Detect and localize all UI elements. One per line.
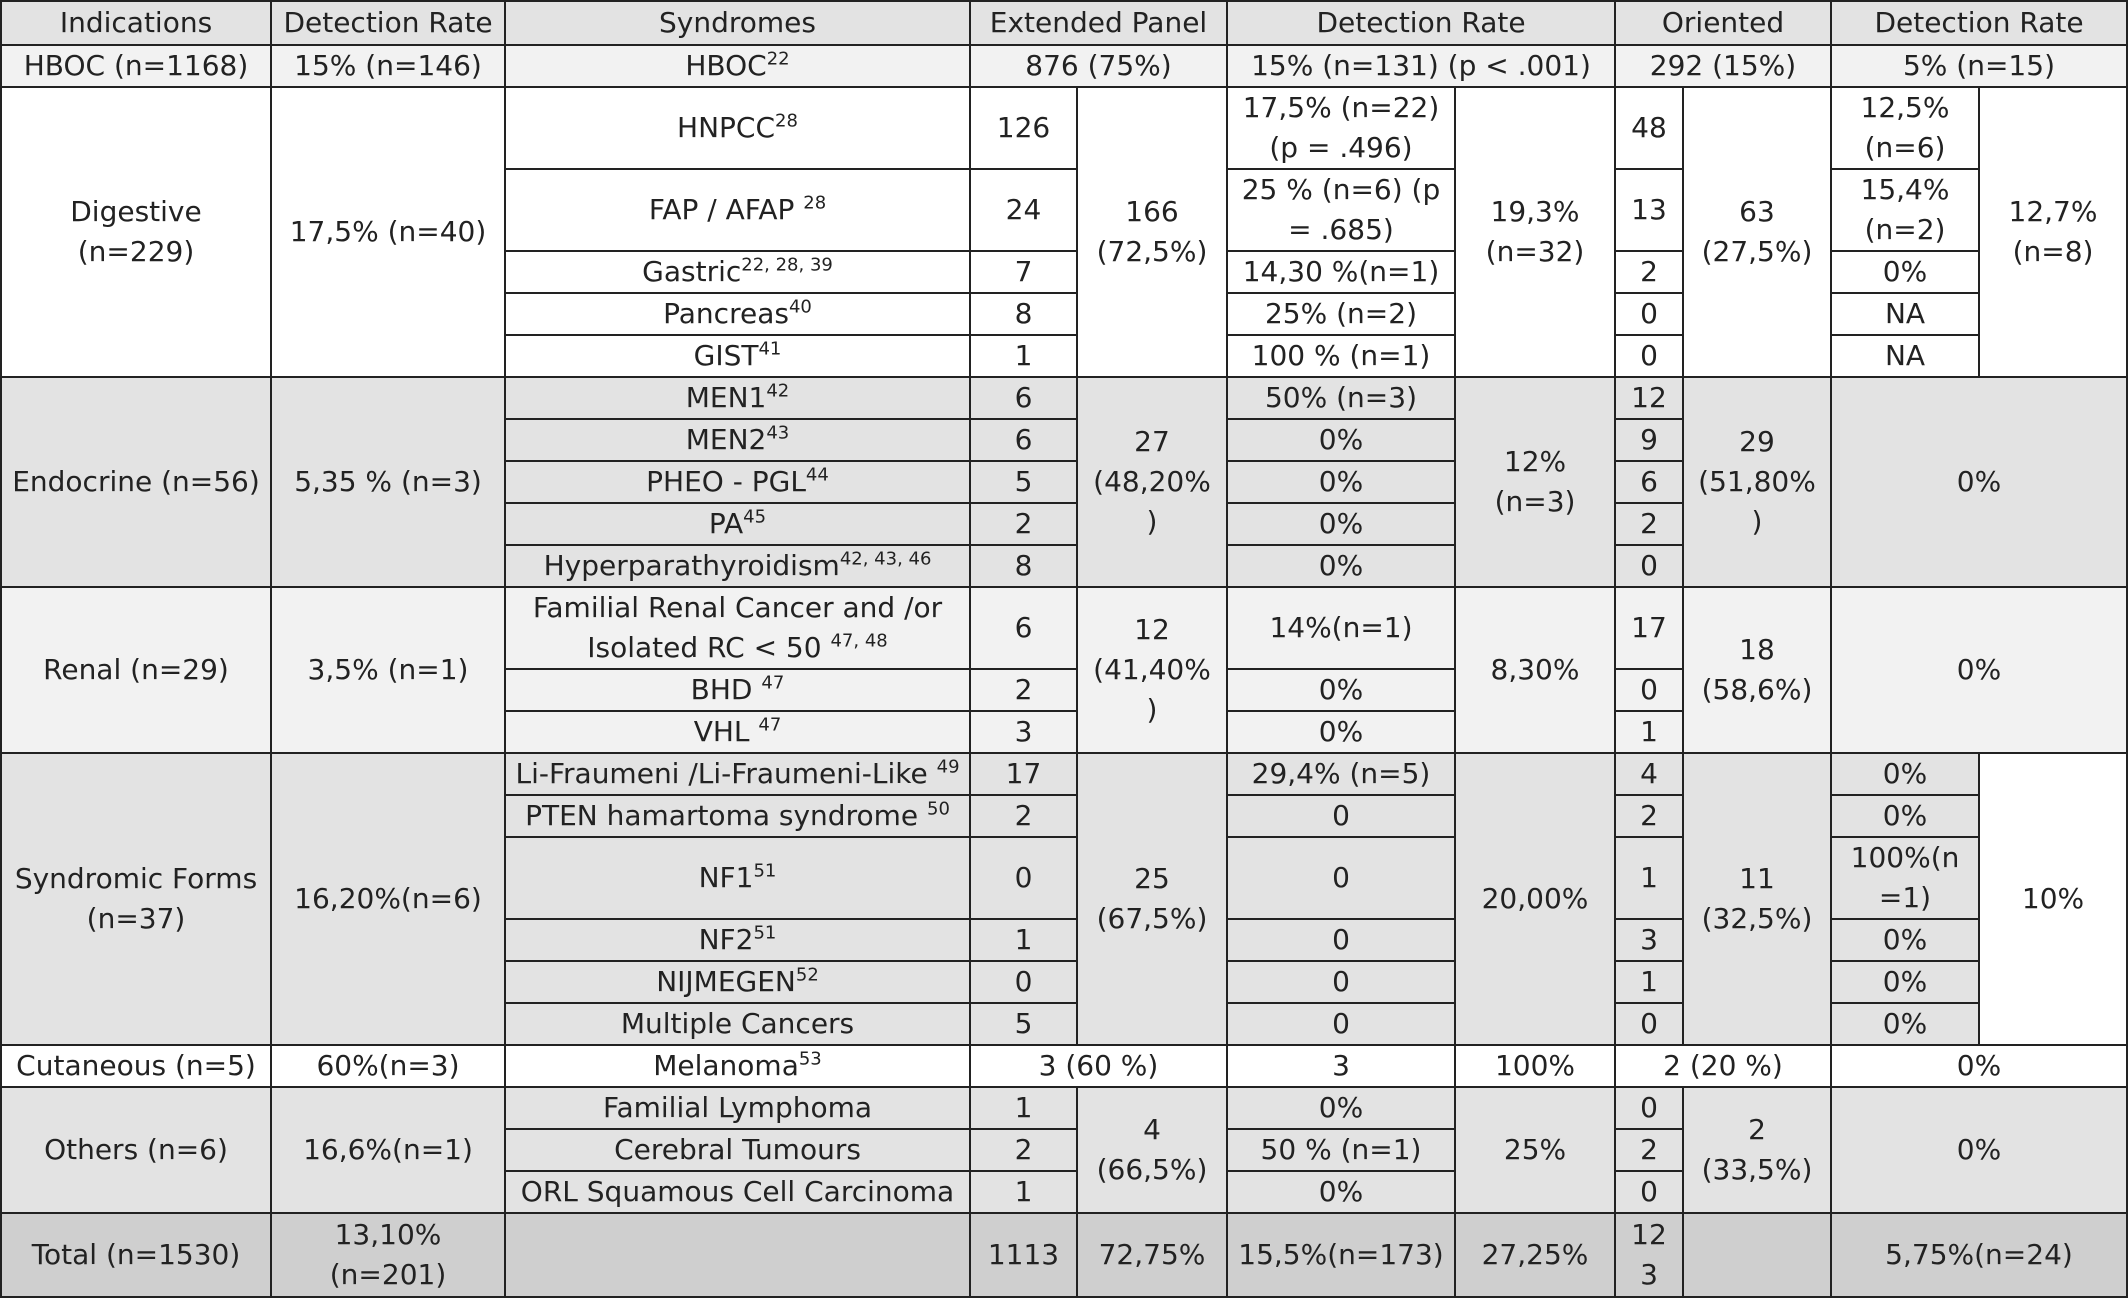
endocrine-rate: 5,35 % (n=3)	[271, 377, 505, 587]
header-oriented-detection-rate: Detection Rate	[1831, 1, 2127, 45]
extended-rate: 0%	[1227, 503, 1455, 545]
oriented-count: 1	[1615, 961, 1683, 1003]
digestive-indication: Digestive (n=229)	[1, 87, 271, 377]
total-extended-count: 1113	[970, 1213, 1077, 1297]
oriented-count: 9	[1615, 419, 1683, 461]
oriented-rate: 0%	[1831, 753, 1979, 795]
extended-rate: 0	[1227, 919, 1455, 961]
cutaneous-extended-group-rate: 100%	[1455, 1045, 1615, 1087]
endocrine-oriented-rate: 0%	[1831, 377, 2127, 587]
extended-count: 17	[970, 753, 1077, 795]
extended-rate: 0%	[1227, 669, 1455, 711]
extended-rate: 0	[1227, 961, 1455, 1003]
extended-count: 2	[970, 669, 1077, 711]
extended-count: 6	[970, 587, 1077, 669]
syndrome-cell: $MEN1^{42}$	[505, 377, 970, 419]
hboc-extended-rate: 15% (n=131) (p < .001)	[1227, 45, 1615, 87]
syndrome-cell: NIJMEGEN$^{52}$	[505, 961, 970, 1003]
renal-extended-group: 12 (41,40% )	[1077, 587, 1227, 753]
oriented-count: 17	[1615, 587, 1683, 669]
extended-rate: 0	[1227, 837, 1455, 919]
extended-count: 6	[970, 419, 1077, 461]
oriented-count: 48	[1615, 87, 1683, 169]
extended-rate: 0	[1227, 795, 1455, 837]
extended-rate: 0%	[1227, 1171, 1455, 1213]
syndrome-cell: Pancreas$^{40}$	[505, 293, 970, 335]
syndromic-indication: Syndromic Forms (n=37)	[1, 753, 271, 1045]
extended-count: 5	[970, 461, 1077, 503]
cutaneous-oriented-rate: 0%	[1831, 1045, 2127, 1087]
endocrine-extended-group: 27 (48,20% )	[1077, 377, 1227, 587]
oriented-count: 12	[1615, 377, 1683, 419]
table-row	[1, 87, 2127, 169]
extended-rate: 50% (n=3)	[1227, 377, 1455, 419]
digestive-oriented-group: 63 (27,5%)	[1683, 87, 1831, 377]
renal-indication: Renal (n=29)	[1, 587, 271, 753]
digestive-oriented-group-rate: 12,7% (n=8)	[1979, 87, 2127, 377]
hboc-extended: 876 (75%)	[970, 45, 1227, 87]
header-extended-panel: Extended Panel	[970, 1, 1227, 45]
digestive-extended-group: 166 (72,5%)	[1077, 87, 1227, 377]
syndrome-cell: $NF1^{51}$	[505, 837, 970, 919]
others-extended-group-rate: 25%	[1455, 1087, 1615, 1213]
extended-count: 1	[970, 1171, 1077, 1213]
header-row	[1, 1, 2127, 45]
total-indication: Total (n=1530)	[1, 1213, 271, 1297]
header-syndromes: Syndromes	[505, 1, 970, 45]
cutaneous-indication: Cutaneous (n=5)	[1, 1045, 271, 1087]
total-oriented-rate: 5,75%(n=24)	[1831, 1213, 2127, 1297]
total-oriented-group-empty	[1683, 1213, 1831, 1297]
extended-count: 126	[970, 87, 1077, 169]
total-extended-group-rate: 27,25%	[1455, 1213, 1615, 1297]
total-extended-percent: 72,75%	[1077, 1213, 1227, 1297]
syndrome-cell: HNPCC$^{28}$	[505, 87, 970, 169]
oriented-rate: 100%(n =1)	[1831, 837, 1979, 919]
extended-rate: 0%	[1227, 545, 1455, 587]
renal-extended-group-rate: 8,30%	[1455, 587, 1615, 753]
cutaneous-extended-rate: 3	[1227, 1045, 1455, 1087]
cutaneous-oriented: 2 (20 %)	[1615, 1045, 1831, 1087]
hboc-oriented-rate: 5% (n=15)	[1831, 45, 2127, 87]
header-extended-detection-rate: Detection Rate	[1227, 1, 1615, 45]
extended-rate: 17,5% (n=22) (p = .496)	[1227, 87, 1455, 169]
oriented-count: 0	[1615, 669, 1683, 711]
total-row	[1, 1213, 2127, 1297]
extended-count: 2	[970, 1129, 1077, 1171]
syndromic-oriented-group-rate: 10%	[1979, 753, 2127, 1045]
syndrome-cell: Hyperparathyroidism$^{42, 43, 46}$	[505, 545, 970, 587]
oriented-count: 13	[1615, 169, 1683, 251]
syndrome-cell: GIST$^{41}$	[505, 335, 970, 377]
extended-count: 8	[970, 293, 1077, 335]
syndrome-cell: Familial Renal Cancer and /or Isolated RC < 50 $^{47, 48}$	[505, 587, 970, 669]
syndrome-cell: Multiple Cancers	[505, 1003, 970, 1045]
oriented-count: 0	[1615, 1171, 1683, 1213]
extended-count: 5	[970, 1003, 1077, 1045]
syndrome-cell: ORL Squamous Cell Carcinoma	[505, 1171, 970, 1213]
extended-count: 7	[970, 251, 1077, 293]
oriented-rate: 0%	[1831, 251, 1979, 293]
table-row	[1, 1045, 2127, 1087]
syndromic-extended-group: 25 (67,5%)	[1077, 753, 1227, 1045]
extended-rate: 0%	[1227, 1087, 1455, 1129]
extended-rate: 0%	[1227, 419, 1455, 461]
oriented-count: 2	[1615, 251, 1683, 293]
extended-rate: 50 % (n=1)	[1227, 1129, 1455, 1171]
table-row	[1, 1087, 2127, 1129]
syndromic-oriented-group: 11 (32,5%)	[1683, 753, 1831, 1045]
extended-count: 1	[970, 335, 1077, 377]
extended-count: 1	[970, 1087, 1077, 1129]
oriented-count: 2	[1615, 1129, 1683, 1171]
hboc-rate: 15% (n=146)	[271, 45, 505, 87]
hboc-indication: HBOC (n=1168)	[1, 45, 271, 87]
extended-rate: 100 % (n=1)	[1227, 335, 1455, 377]
oriented-count: 2	[1615, 503, 1683, 545]
extended-rate: 0	[1227, 1003, 1455, 1045]
cutaneous-rate: 60%(n=3)	[271, 1045, 505, 1087]
oriented-count: 3	[1615, 919, 1683, 961]
oriented-rate: 0%	[1831, 795, 1979, 837]
syndrome-cell: FAP / AFAP $^{28}$	[505, 169, 970, 251]
extended-rate: 14,30 %(n=1)	[1227, 251, 1455, 293]
header-detection-rate: Detection Rate	[271, 1, 505, 45]
syndrome-cell: Gastric$^{22, 28, 39}$	[505, 251, 970, 293]
others-oriented-group: 2 (33,5%)	[1683, 1087, 1831, 1213]
others-rate: 16,6%(n=1)	[271, 1087, 505, 1213]
oriented-count: 1	[1615, 837, 1683, 919]
oriented-count: 0	[1615, 1003, 1683, 1045]
extended-count: 2	[970, 503, 1077, 545]
extended-rate: 25% (n=2)	[1227, 293, 1455, 335]
oriented-rate: 15,4% (n=2)	[1831, 169, 1979, 251]
others-extended-group: 4 (66,5%)	[1077, 1087, 1227, 1213]
oriented-rate: NA	[1831, 335, 1979, 377]
endocrine-indication: Endocrine (n=56)	[1, 377, 271, 587]
endocrine-extended-group-rate: 12% (n=3)	[1455, 377, 1615, 587]
table-row	[1, 377, 2127, 419]
extended-count: 1	[970, 919, 1077, 961]
digestive-extended-group-rate: 19,3% (n=32)	[1455, 87, 1615, 377]
header-indications: Indications	[1, 1, 271, 45]
extended-count: 2	[970, 795, 1077, 837]
syndrome-cell: Familial Lymphoma	[505, 1087, 970, 1129]
table-row	[1, 587, 2127, 669]
header-oriented: Oriented	[1615, 1, 1831, 45]
syndrome-cell: BHD $^{47}$	[505, 669, 970, 711]
syndrome-cell: PA$^{45}$	[505, 503, 970, 545]
oriented-count: 1	[1615, 711, 1683, 753]
syndromic-extended-group-rate: 20,00%	[1455, 753, 1615, 1045]
table-row	[1, 753, 2127, 795]
syndrome-cell: Melanoma$^{53}$	[505, 1045, 970, 1087]
extended-rate: 25 % (n=6) (p = .685)	[1227, 169, 1455, 251]
total-syndrome-empty	[505, 1213, 970, 1297]
cutaneous-extended: 3 (60 %)	[970, 1045, 1227, 1087]
oriented-rate: 0%	[1831, 1003, 1979, 1045]
hboc-oriented: 292 (15%)	[1615, 45, 1831, 87]
renal-oriented-rate: 0%	[1831, 587, 2127, 753]
extended-rate: 14%(n=1)	[1227, 587, 1455, 669]
oriented-count: 0	[1615, 293, 1683, 335]
extended-count: 3	[970, 711, 1077, 753]
oriented-rate: 12,5% (n=6)	[1831, 87, 1979, 169]
total-extended-rate: 15,5%(n=173)	[1227, 1213, 1455, 1297]
extended-count: 0	[970, 837, 1077, 919]
extended-count: 8	[970, 545, 1077, 587]
oriented-count: 6	[1615, 461, 1683, 503]
oriented-count: 2	[1615, 795, 1683, 837]
extended-rate: 0%	[1227, 711, 1455, 753]
oriented-count: 0	[1615, 335, 1683, 377]
extended-rate: 29,4% (n=5)	[1227, 753, 1455, 795]
oriented-rate: 0%	[1831, 961, 1979, 1003]
syndrome-cell: $NF2^{51}$	[505, 919, 970, 961]
oriented-rate: NA	[1831, 293, 1979, 335]
total-oriented-count: 12 3	[1615, 1213, 1683, 1297]
renal-oriented-group: 18 (58,6%)	[1683, 587, 1831, 753]
total-rate: 13,10%(n=201)	[271, 1213, 505, 1297]
syndrome-cell: $MEN2^{43}$	[505, 419, 970, 461]
oriented-count: 0	[1615, 545, 1683, 587]
hboc-syndrome: HBOC$^{22}$	[505, 45, 970, 87]
digestive-rate: 17,5% (n=40)	[271, 87, 505, 377]
syndrome-cell: Li-Fraumeni /Li-Fraumeni-Like $^{49}$	[505, 753, 970, 795]
syndrome-cell: PTEN hamartoma syndrome $^{50}$	[505, 795, 970, 837]
extended-count: 0	[970, 961, 1077, 1003]
syndrome-cell: VHL $^{47}$	[505, 711, 970, 753]
syndrome-cell: Cerebral Tumours	[505, 1129, 970, 1171]
extended-rate: 0%	[1227, 461, 1455, 503]
hboc-row	[1, 45, 2127, 87]
syndromic-rate: 16,20%(n=6)	[271, 753, 505, 1045]
oriented-count: 4	[1615, 753, 1683, 795]
extended-count: 6	[970, 377, 1077, 419]
others-indication: Others (n=6)	[1, 1087, 271, 1213]
oriented-rate: 0%	[1831, 919, 1979, 961]
endocrine-oriented-group: 29 (51,80% )	[1683, 377, 1831, 587]
renal-rate: 3,5% (n=1)	[271, 587, 505, 753]
oriented-count: 0	[1615, 1087, 1683, 1129]
syndrome-cell: PHEO - PGL$^{44}$	[505, 461, 970, 503]
others-oriented-rate: 0%	[1831, 1087, 2127, 1213]
extended-count: 24	[970, 169, 1077, 251]
